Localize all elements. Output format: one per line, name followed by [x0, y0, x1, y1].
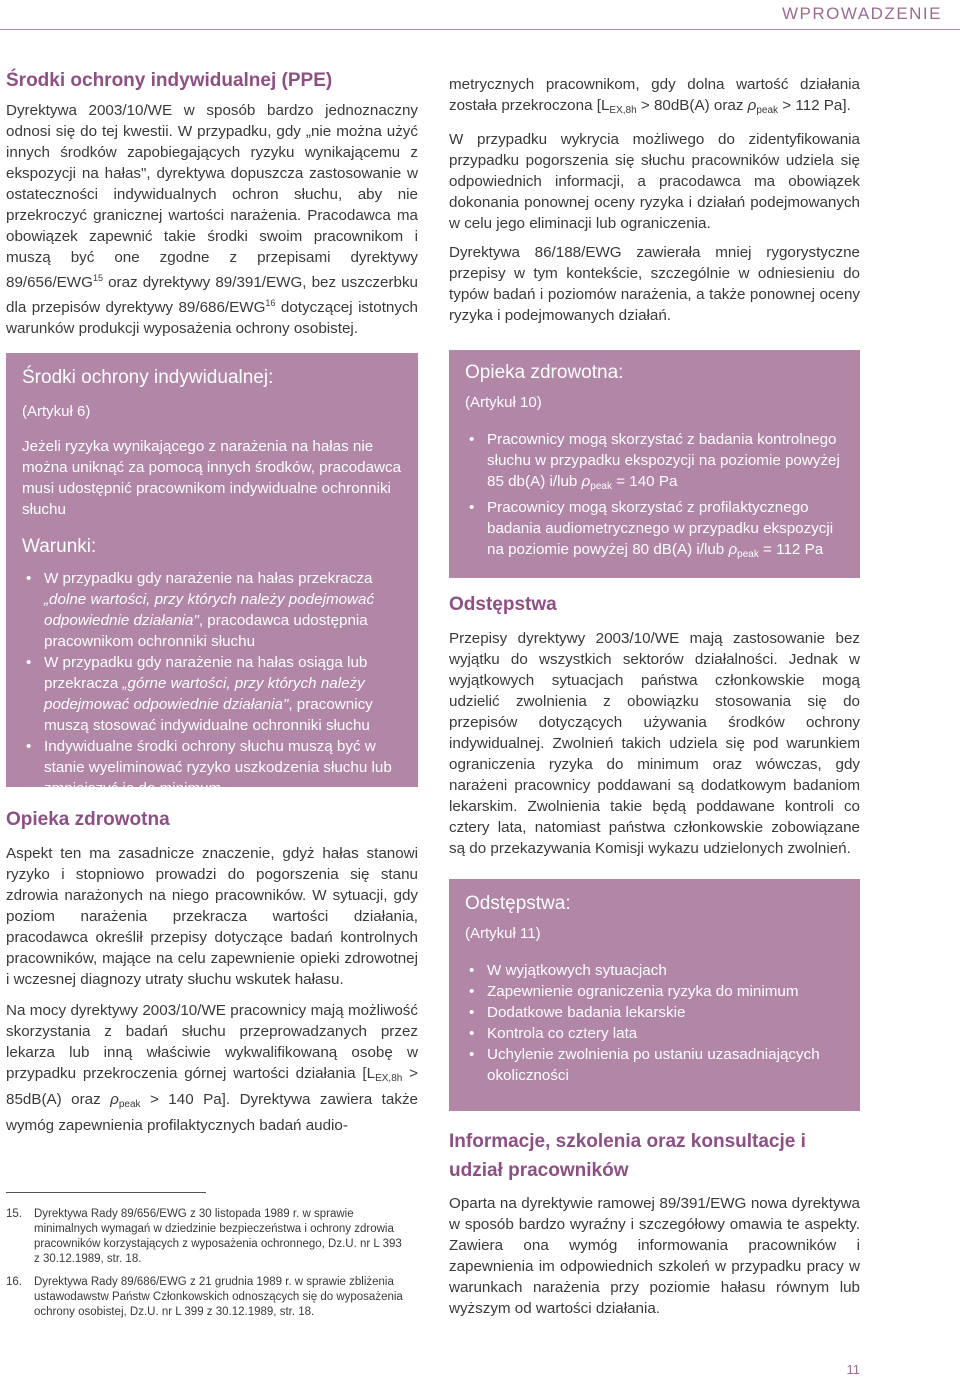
ppe-text-c: dotyczącej istotnych warunków produkcji wyposażenia ochrony osobistej.	[6, 299, 418, 337]
right-column	[449, 74, 860, 1319]
left-column	[6, 70, 418, 1136]
ppe-text-b: oraz dyrektywy 89/391/EWG, bez uszczerbku dla przepisów dyrektywy 89/686/EWG	[6, 274, 418, 316]
ppe-box-article: (Artykuł 6)	[22, 403, 91, 420]
derogation-item: • W wyjątkowych sytuacjach	[465, 960, 844, 981]
condition-item: • W przypadku gdy narażenie na hałas osiąga lub przekracza „górne wartości, przy których należy podejmować odpowiednie działania", pracownicy muszą stosować indywidualne ochronniki słuchu	[22, 652, 402, 736]
ppe-text-a: Dyrektywa 2003/10/WE w sposób bardzo jednoznaczny odnosi się do tej kwestii. W przypadku, gdy „nie można użyć innych środków zapobiegających ryzyku wynikającemu z ekspozycji na hałas", dyrektywa dopuszcza zastosowanie w ostateczności indywidualnych ochron słuchu, aby nie przekroczyć granicznej wartości narażenia. Pracodawca ma obowiązek zapewnić takie środki swoim pracownikom i muszą być one zgodne z przepisami dyrektywy 89/656/EWG	[6, 102, 418, 291]
derogation-item: • Zapewnienie ograniczenia ryzyka do minimum	[465, 981, 844, 1002]
derogation-item: • Uchylenie zwolnienia po ustaniu uzasadniających okoliczności	[465, 1044, 844, 1086]
footnote-ref-16[interactable]: 16	[265, 298, 276, 308]
header-divider	[0, 29, 960, 30]
health-box-list	[465, 429, 844, 565]
derogations-heading: Odstępstwa	[449, 594, 557, 615]
ppe-info-box	[6, 353, 418, 797]
derogations-paragraph: Przepisy dyrektywy 2003/10/WE mają zastosowanie bez wyjątku do wszystkich sektorów działalności. Jednak w wyjątkowych sytuacjach państwa członkowskie mogą udzielić zwolnienia z obowiązku stosowania się do przepisów dotyczących używania środków ochrony indywidualnej. Zwolnień takich udziela się pod warunkiem ograniczenia ryzyka do minimum oraz wówczas, gdy narażeni pracownicy poddawani są dodatkowym badaniom lekarskim. Zwolnienia takie będą poddawane kontroli co cztery lata, natomiast państwa członkowskie zobowiązane są do przekazywania Komisji wykazu udzielonych zwolnień.	[449, 630, 860, 857]
conditions-list	[22, 568, 402, 799]
conditions-title: Warunki:	[22, 536, 97, 557]
health-info-box	[449, 350, 860, 578]
derogations-box-list	[465, 960, 844, 1086]
right-paragraph-3: Dyrektywa 86/188/EWG zawierała mniej rygorystyczne przepisy w tym kontekście, szczególnie w odniesieniu do typów badań i poziomów narażenia, a także ponownej oceny ryzyka i podejmowanych działań.	[449, 244, 860, 324]
health-box-title: Opieka zdrowotna:	[465, 362, 624, 383]
ppe-box-text: Jeżeli ryzyka wynikającego z narażenia na hałas nie można uniknąć za pomocą innych środków, pracodawca musi udostępnić pracownikom indywidualne ochronniki słuchu	[22, 438, 402, 518]
ppe-paragraph	[6, 100, 418, 339]
footnote-ref-15[interactable]: 15	[92, 273, 103, 283]
footnote-16: 16. Dyrektywa Rady 89/686/EWG z 21 grudnia 1989 r. w sprawie zbliżenia ustawodawstw Państw Członkowskich odnoszących się do wyposażenia ochrony osobistej, Dz.U. nr L 399 z 30.12.1989, str. 18.	[6, 1276, 403, 1318]
right-paragraph-1: metrycznych pracownikom, gdy dolna wartość działania została przekroczona [$L_{EX,8h} > 80dB(A)$ oraz $\rho_{peak} > 112$ Pa].	[449, 76, 860, 116]
health-paragraph-2: Na mocy dyrektywy 2003/10/WE pracownicy mają możliwość skorzystania z badań słuchu przeprowadzanych przez lekarza lub inną właściwie wykwalifikowaną osobę w przypadku przekroczenia górnej wartości działania [$L_{EX,8h} > 85dB(A)$ oraz $\rho_{peak} > 140$ Pa]. Dyrektywa zawiera także wymóg zapewnienia profilaktycznych badań audio-	[6, 1002, 419, 1134]
condition-item: • W przypadku gdy narażenie na hałas przekracza „dolne wartości, przy których należy podejmować odpowiednie działania", pracodawca udostępnia pracownikom ochronniki słuchu	[22, 568, 402, 652]
derogations-box-title: Odstępstwa:	[465, 893, 571, 914]
ppe-heading: Środki ochrony indywidualnej (PPE)	[6, 70, 333, 91]
right-paragraph-2: W przypadku wykrycia możliwego do zidentyfikowania przypadku pogorszenia się słuchu pracowników udziela się odpowiednich informacji, a pracodawca ma obowiązek dokonania ponownej oceny ryzyka i działań podejmowanych w celu jego eliminacji lub ograniczenia.	[449, 131, 860, 232]
page-header	[0, 0, 960, 30]
footnote-15: 15. Dyrektywa Rady 89/656/EWG z 30 listopada 1989 r. w sprawie minimalnych wymagań w dziedzinie bezpieczeństwa i ochrony zdrowia pracowników korzystających z wyposażenia ochronnego, Dz.U. nr L 393 z 30.12.1989, str. 18.	[6, 1208, 402, 1265]
health-box-item: • Pracownicy mogą skorzystać z badania kontrolnego słuchu w przypadku ekspozycji na poziomie powyżej 85 db(A) i/lub $\rho_{peak} = 140$ Pa	[465, 429, 844, 497]
info-heading: Informacje, szkolenia oraz konsultacje i udział pracowników	[449, 1131, 806, 1181]
health-paragraph-1: Aspekt ten ma zasadnicze znaczenie, gdyż hałas stanowi ryzyko i stopniowo prowadzi do pogorszenia się stanu zdrowia narażonych na niego pracowników. W sytuacji, gdy poziom narażenia przekracza wartości działania, pracodawca określił przepisy dotyczące badań kontrolnych pracowników, mające na celu zapewnienie opieki zdrowotnej i wczesnej diagnozy utraty słuchu wskutek hałasu.	[6, 845, 418, 988]
footnotes	[6, 1192, 406, 1320]
derogations-box-article: (Artykuł 11)	[465, 925, 541, 942]
page-number: 11	[846, 1362, 860, 1377]
ppe-box-title: Środki ochrony indywidualnej:	[22, 367, 274, 388]
health-box-article: (Artykuł 10)	[465, 394, 542, 411]
footnote-rule	[6, 1192, 206, 1193]
derogation-item: • Kontrola co cztery lata	[465, 1023, 844, 1044]
derogations-box	[449, 879, 860, 1111]
health-box-item: • Pracownicy mogą skorzystać z profilaktycznego badania audiometrycznego w przypadku ekspozycji na poziomie powyżej 80 dB(A) i/lub $\rho_{peak} = 112$ Pa	[465, 497, 844, 565]
condition-item: • Indywidualne środki ochrony słuchu muszą być w stanie wyeliminować ryzyko uszkodzenia słuchu lub zmniejszyć je do minimum	[22, 736, 402, 799]
health-heading: Opieka zdrowotna	[6, 809, 170, 830]
derogation-item: • Dodatkowe badania lekarskie	[465, 1002, 844, 1023]
section-title: WPROWADZENIE	[782, 4, 942, 23]
info-paragraph: Oparta na dyrektywie ramowej 89/391/EWG nowa dyrektywa w sposób bardzo wyraźny i szczegółowy omawia te aspekty. Zawiera ona wymóg informowania pracowników i zapewnienia im odpowiednich szkoleń w przypadku pracy w warunkach narażenia przy poziomie hałasu równym lub wyższym od wartości działania.	[449, 1195, 860, 1317]
